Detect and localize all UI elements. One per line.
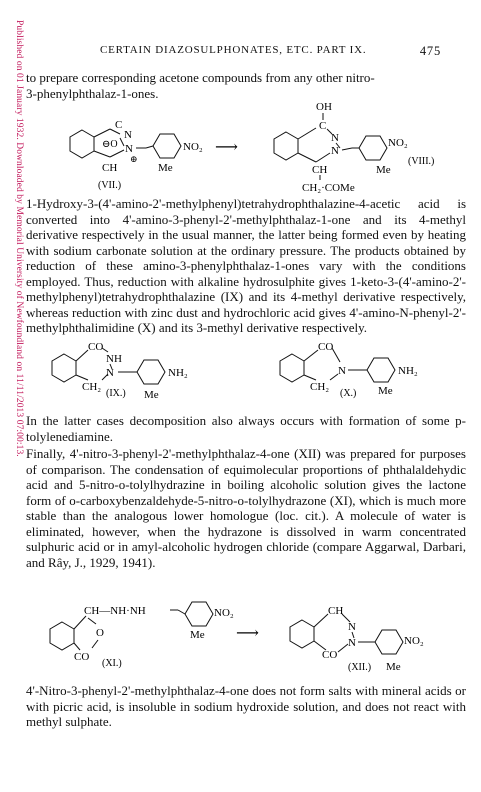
viii-ch: CH	[312, 164, 328, 176]
ix-n: N	[106, 367, 114, 379]
scheme-ix-x	[40, 336, 460, 408]
xii-n-top: N	[348, 621, 356, 633]
xi-co: CO	[74, 651, 90, 663]
ix-ch2: CH₂	[82, 381, 102, 393]
x-ch2: CH₂	[310, 381, 330, 393]
viii-c: C	[319, 120, 327, 132]
xii-label: (XII.)	[348, 662, 372, 673]
paragraph-intro	[26, 70, 466, 101]
x-n: N	[338, 365, 346, 377]
vii-no2: NO₂	[183, 141, 203, 153]
benzene-ring-vii	[70, 130, 94, 158]
xi-label: (XI.)	[102, 658, 122, 669]
vii-me: Me	[158, 162, 173, 174]
viii-n-top: N	[331, 132, 339, 144]
paragraph-intro-line-1: to prepare corresponding acetone compounds from any other nitro-	[26, 70, 375, 85]
xii-n-mid: N	[348, 637, 356, 649]
tolyl-ring-x	[367, 358, 395, 382]
xi-ch-nh-nh: CH—NH·NH	[84, 605, 146, 617]
viii-oh: OH	[316, 101, 332, 113]
benzene-ring-viii	[274, 132, 298, 160]
scheme-vii-viii	[40, 100, 460, 196]
viii-ch2come: CH₂·COMe	[302, 182, 355, 194]
provenance-side-note	[2, 20, 24, 720]
benzene-ring-xi	[50, 622, 74, 650]
x-label: (X.)	[340, 388, 357, 399]
viii-me: Me	[376, 164, 391, 176]
paragraph-properties	[26, 683, 466, 730]
paragraph-decomposition	[26, 413, 466, 444]
ix-nh2: NH₂	[168, 367, 188, 379]
vii-c: C	[115, 119, 123, 131]
ix-co: CO	[88, 341, 104, 353]
xi-o: O	[96, 627, 104, 639]
viii-n-mid: N	[331, 145, 339, 157]
reaction-arrow-1: ⟶	[215, 139, 238, 156]
x-nh2: NH₂	[398, 365, 418, 377]
provenance-text: Published on 01 January 1932. Downloaded by Memorial University of Newfoundland on 11/11/2013 07:00:13.	[14, 20, 24, 457]
vii-o-minus: ⊖O	[102, 139, 118, 150]
paragraph-reduction-text: 1-Hydroxy-3-(4'-amino-2'-methylphenyl)tetrahydrophthalazine-4-acetic acid is converted into 4'-amino-3-phenyl-2'-methylphthalaz-1-one and its 4-methyl derivative respectively in the usual manner, the latter being formed even by heating with sodium carbonate solution at the ordinary pressure. The products obtained by reduction of these amino-3-phenylphthalaz-1-ones vary with the conditions employed. Thus, reduction with alkaline hydrosulphite gives 1-keto-3-(4'-amino-2'-methylphenyl)tetrahydrophthalazine (IX) and its 4-methyl derivative respectively, whereas reduction with zinc dust and hydrochloric acid gives 4'-amino-N-phenyl-2'-methylphthalimidine (X) and its 3-methyl derivative respectively.	[26, 196, 466, 335]
tolyl-ring-xi	[185, 602, 213, 626]
benzene-ring-ix	[52, 354, 76, 382]
ix-label: (IX.)	[106, 388, 126, 399]
tolyl-ring-vii	[153, 134, 181, 158]
xi-no2: NO₂	[214, 607, 234, 619]
paragraph-properties-text: 4'-Nitro-3-phenyl-2'-methylphthalaz-4-one does not form salts with mineral acids or with picric acid, is insoluble in sodium hydroxide solution, and does not react with methyl sulphate.	[26, 683, 466, 729]
benzene-ring-xii	[290, 620, 314, 648]
viii-no2: NO₂	[388, 137, 408, 149]
xi-me: Me	[190, 629, 205, 641]
paragraph-intro-line-2: 3-phenylphthalaz-1-ones.	[26, 85, 159, 101]
xii-ch: CH	[328, 605, 344, 617]
paragraph-reduction	[26, 196, 466, 336]
vii-plus: ⊕	[130, 154, 138, 164]
ix-nh: NH	[106, 353, 122, 365]
page-number: 475	[419, 44, 441, 58]
paragraph-comparison	[26, 446, 466, 570]
running-title: CERTAIN DIAZOSULPHONATES, ETC. PART IX.	[100, 44, 367, 56]
tolyl-ring-ix	[137, 360, 165, 384]
vii-label: (VII.)	[98, 180, 122, 191]
ix-me: Me	[144, 389, 159, 401]
tolyl-ring-viii	[359, 136, 387, 160]
benzene-ring-x	[280, 354, 304, 382]
vii-ch: CH	[102, 162, 118, 174]
x-co: CO	[318, 341, 334, 353]
paragraph-decomposition-text: In the latter cases decomposition also always occurs with formation of some p-tolylenediamine.	[26, 413, 466, 444]
vii-n-top: N	[124, 129, 132, 141]
reaction-arrow-2: ⟶	[236, 625, 259, 642]
x-me: Me	[378, 385, 393, 397]
viii-label: (VIII.)	[408, 156, 435, 167]
running-header	[40, 44, 441, 58]
paragraph-comparison-text: Finally, 4'-nitro-3-phenyl-2'-methylphthalaz-4-one (XII) was prepared for purposes of comparison. The condensation of equimolecular proportions of phthalaldehydic acid and 5-nitro-o-tolylhydrazine in boiling alcoholic solution gives the lactone form of o-carboxybenzaldehyde-5-nitro-o-tolylhydrazone (XI), which is much more stable than the analogous lower homologue (loc. cit.). A molecule of water is eliminated, however, when the hydrazone is dissolved in warm concentrated sulphuric acid or in amyl-alcoholic hydrogen chloride (compare Aggarwal, Darbari, and Rây, J., 1929, 1941).	[26, 446, 466, 570]
xii-co: CO	[322, 649, 338, 661]
xii-me: Me	[386, 661, 401, 673]
vii-n-mid: N	[125, 143, 133, 155]
xii-no2: NO₂	[404, 635, 424, 647]
tolyl-ring-xii	[375, 630, 403, 654]
scheme-xi-xii	[40, 600, 460, 676]
